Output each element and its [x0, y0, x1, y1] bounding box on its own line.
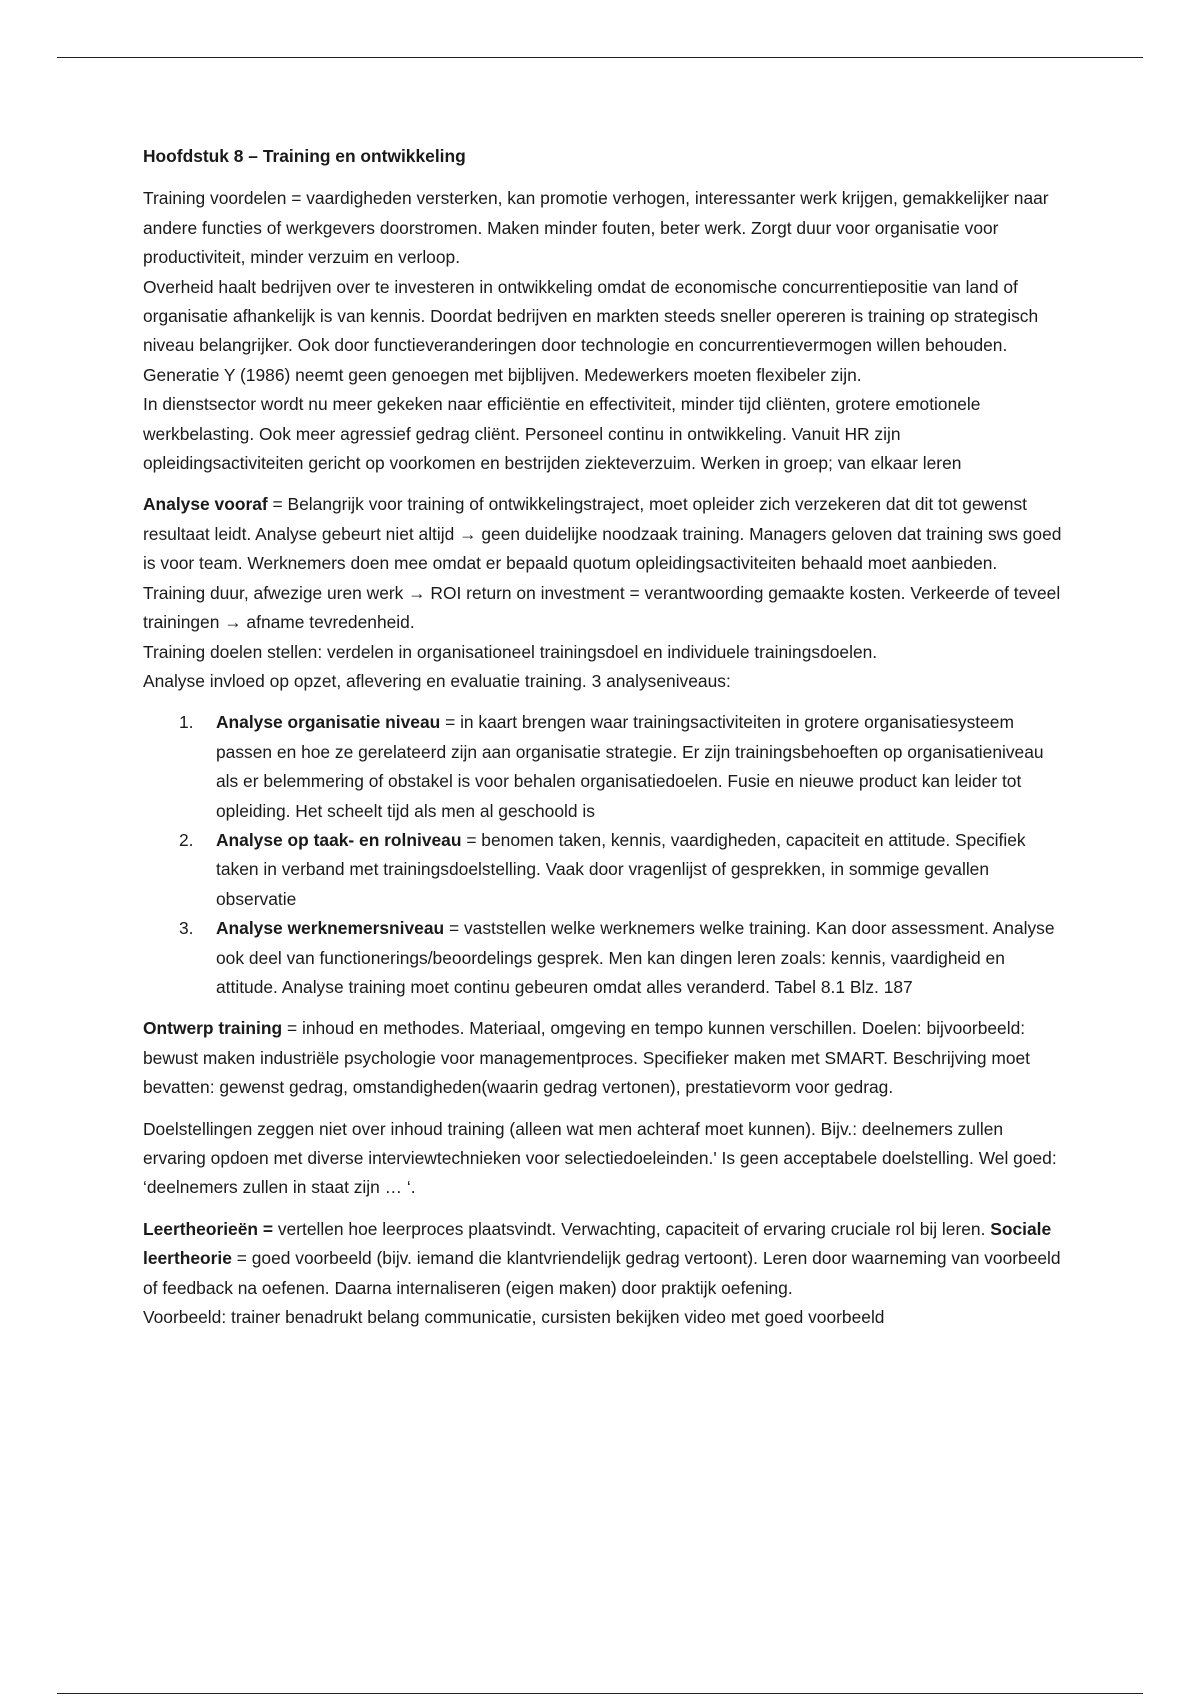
level-text: = in kaart brengen waar trainingsactiviteiten in grotere organisatiesysteem passen en hoe ze gerelateerd zijn aan organisatie strategie. Er zijn trainingsbehoeften op organisatieniveau als er belemmering of obstakel is voor behalen organisatiedoelen. Fusie en nieuwe product kan leider tot opleiding. Het scheelt tijd als men al geschoold is [216, 712, 1044, 821]
level-text: = benomen taken, kennis, vaardigheden, capaciteit en attitude. Specifiek taken in verband met trainingsdoelstelling. Vaak door vragenlijst of gesprekken, in sommige gevallen observatie [216, 829, 1026, 909]
intro-paragraph-2: Overheid haalt bedrijven over te investeren in ontwikkeling omdat de economische concurrentiepositie van land of organisatie afhankelijk is van kennis. Doordat bedrijven en markten steeds sneller opereren is training op strategisch niveau belangrijker. Ook door functieveranderingen door technologie en concurrentievermogen willen behouden. Generatie Y (1986) neemt geen genoegen met bijblijven. Medewerkers moeten flexibeler zijn. [143, 276, 1039, 385]
intro-paragraph-1: Training voordelen = vaardigheden versterken, kan promotie verhogen, interessanter werk krijgen, gemakkelijker naar andere functies of werkgevers doorstromen. Maken minder fouten, beter werk. Zorgt duur voor organisatie voor productiviteit, minder verzuim en verloop. [143, 188, 1049, 268]
doelstellingen-paragraph: Doelstellingen zeggen niet over inhoud training (alleen wat men achteraf moet kunnen). Bijv.: deelnemers zullen ervaring opdoen met diverse interviewtechnieken voor selectiedoeleinden.' Is geen acceptabele doelstelling. Wel goed: ‘deelnemers zullen in staat zijn … ‘. [143, 1118, 1057, 1198]
voorbeeld-paragraph: Voorbeeld: trainer benadrukt belang communicatie, cursisten bekijken video met goed voorbeeld [143, 1307, 885, 1328]
leertheorie-paragraph [143, 1215, 1063, 1303]
ontwerp-text: = inhoud en methodes. Materiaal, omgeving en tempo kunnen verschillen. Doelen: bijvoorbeeld: bewust maken industriële psychologie voor managementproces. Specifieker maken met SMART. Beschrijving moet bevatten: gewenst gedrag, omstandigheden(waarin gedrag vertonen), prestatievorm voor gedrag. [143, 1018, 1031, 1098]
list-number: 2. [179, 829, 194, 850]
sociale-leertheorie-text: = goed voorbeeld (bijv. iemand die klantvriendelijk gedrag vertoont). Leren door waarneming van voorbeeld of feedback na oefenen. Daarna internaliseren (eigen maken) door praktijk oefening. [143, 1248, 1061, 1298]
ontwerp-paragraph [143, 1014, 1063, 1102]
level-term: Analyse werknemersniveau [216, 918, 445, 939]
footer-rule [57, 1693, 1143, 1694]
intro-paragraph-3: In dienstsector wordt nu meer gekeken naar efficiëntie en effectiviteit, minder tijd cliënten, grotere emotionele werkbelasting. Ook meer agressief gedrag cliënt. Personeel continu in ontwikkeling. Vanuit HR zijn opleidingsactiviteiten gericht op voorkomen en bestrijden ziekteverzuim. Werken in groep; van elkaar leren [143, 394, 981, 474]
doelen-paragraph: Training doelen stellen: verdelen in organisationeel trainingsdoel en individuele trainingsdoelen. [143, 641, 878, 662]
leertheorie-term: Leertheorieën = [143, 1218, 273, 1239]
level-text: = vaststellen welke werknemers welke training. Kan door assessment. Analyse ook deel van functionerings/beoordelings gesprek. Men kan dingen leren zoals: kennis, vaardigheid en attitude. Analyse training moet continu gebeuren omdat alles veranderd. Tabel 8.1 Blz. 187 [216, 918, 1055, 997]
page-title: Hoofdstuk 8 – Training en ontwikkeling [143, 146, 466, 166]
analyse-paragraph [143, 490, 1063, 637]
level-term: Analyse op taak- en rolniveau [216, 829, 462, 850]
invloed-paragraph: Analyse invloed op opzet, aflevering en evaluatie training. 3 analyseniveaus: [143, 670, 731, 691]
leertheorie-text: vertellen hoe leerproces plaatsvindt. Verwachting, capaciteit of ervaring cruciale rol bij leren. [273, 1218, 991, 1239]
list-number: 1. [179, 712, 194, 733]
ontwerp-term: Ontwerp training [143, 1018, 283, 1039]
list-item [143, 826, 1063, 914]
sociale-leertheorie-term: Sociale leertheorie [143, 1218, 1052, 1269]
list-number: 3. [179, 918, 194, 939]
header-rule [57, 57, 1143, 58]
list-item [143, 708, 1063, 826]
document-body [143, 142, 1063, 1332]
analyse-term: Analyse vooraf [143, 494, 268, 515]
list-item [143, 914, 1063, 1002]
analysis-levels-list [143, 708, 1063, 1002]
level-term: Analyse organisatie niveau [216, 712, 441, 733]
analyse-text: = Belangrijk voor training of ontwikkelingstraject, moet opleider zich verzekeren dat dit tot gewenst resultaat leidt. Analyse gebeurt niet altijd → geen duidelijke noodzaak training. Managers geloven dat training sws goed is voor team. Werknemers doen mee omdat er bepaald quotum opleidingsactiviteiten behaald moet aanbieden. Training duur, afwezige uren werk → ROI return on investment = verantwoording gemaakte kosten. Verkeerde of teveel trainingen → afname tevredenheid. [143, 494, 1062, 633]
